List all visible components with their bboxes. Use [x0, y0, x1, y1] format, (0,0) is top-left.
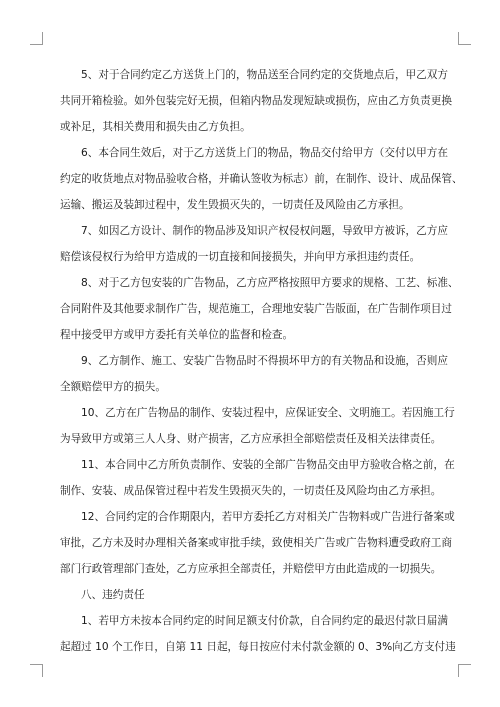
paragraph-clause-7 [60, 218, 448, 270]
paragraph-clause-10 [60, 400, 455, 452]
text-line: 审批，乙方未及时办理相关备案或审批手续，致使相关广告或广告物料遭受政府工商 [60, 537, 452, 549]
text-line: 11、本合同中乙方所负责制作、安装的全部广告物品交由甲方验收合格之前，在 [81, 459, 455, 471]
text-line: 约定的收货地点对物品验收合格，并确认签收为标志）前，在制作、设计、成品保管、 [60, 173, 463, 185]
text-line: 6、本合同生效后，对于乙方送货上门的物品，物品交付给甲方（交付以甲方在 [81, 147, 448, 159]
paragraph-clause-9 [60, 348, 448, 400]
text-line: 9、乙方制作、施工、安装广告物品时不得损坏甲方的有关物品和设施，否则应 [81, 355, 448, 367]
paragraph-penalty-clause-1 [60, 608, 456, 660]
text-line: 或补足，其相关费用和损失由乙方负担。 [60, 121, 251, 133]
paragraph-clause-5 [60, 62, 452, 140]
text-line: 为导致甲方或第三人人身、财产损害，乙方应承担全部赔偿责任及相关法律责任。 [60, 433, 442, 445]
text-line: 合同附件及其他要求制作广告，规范施工，合理地安装广告版面，在广告制作项目过 [60, 303, 452, 315]
document-page [60, 62, 463, 660]
crop-mark-top-right [458, 32, 471, 45]
paragraph-clause-11 [60, 452, 455, 504]
crop-mark-bottom-right [458, 664, 471, 677]
crop-mark-top-left [30, 32, 43, 45]
paragraph-clause-8 [60, 270, 459, 348]
text-line: 起超过 10 个工作日，自第 11 日起，每日按应付未付款金额的 0、3%向乙方支付违 [60, 641, 456, 653]
text-line: 赔偿该侵权行为给甲方造成的一切直接和间接损失，并向甲方承担违约责任。 [60, 251, 421, 263]
paragraph-section-8-heading [60, 582, 444, 608]
text-line: 1、若甲方未按本合同约定的时间足额支付价款，自合同约定的最迟付款日届满 [81, 615, 448, 627]
paragraph-clause-6 [60, 140, 463, 218]
text-line: 7、如因乙方设计、制作的物品涉及知识产权侵权问题，导致甲方被诉，乙方应 [81, 225, 448, 237]
text-line: 全额赔偿甲方的损失。 [60, 381, 166, 393]
text-line: 共同开箱检验。如外包装完好无损，但箱内物品发现短缺或损伤，应由乙方负责更换 [60, 95, 452, 107]
text-line: 部门行政管理部门查处，乙方应承担全部责任，并赔偿甲方由此造成的一切损失。 [60, 563, 442, 575]
text-line: 5、对于合同约定乙方送货上门的，物品送至合同约定的交货地点后，甲乙双方 [81, 69, 448, 81]
text-line: 12、合同约定的合作期限内，若甲方委托乙方对相关广告物料或广告进行备案或 [81, 511, 455, 523]
text-line: 运输、搬运及装卸过程中，发生毁损灭失的，一切责任及风险由乙方承担。 [60, 199, 410, 211]
text-line: 程中接受甲方或甲方委托有关单位的监督和检查。 [60, 329, 294, 341]
text-line: 10、乙方在广告物品的制作、安装过程中，应保证安全、文明施工。若因施工行 [81, 407, 455, 419]
text-line: 制作、安装、成品保管过程中若发生毁损灭失的，一切责任及风险均由乙方承担。 [60, 485, 442, 497]
text-line: 八、违约责任 [81, 589, 145, 601]
crop-mark-bottom-left [30, 664, 43, 677]
paragraph-clause-12 [60, 504, 455, 582]
text-line: 8、对于乙方包安装的广告物品，乙方应严格按照甲方要求的规格、工艺、标准、 [81, 277, 459, 289]
